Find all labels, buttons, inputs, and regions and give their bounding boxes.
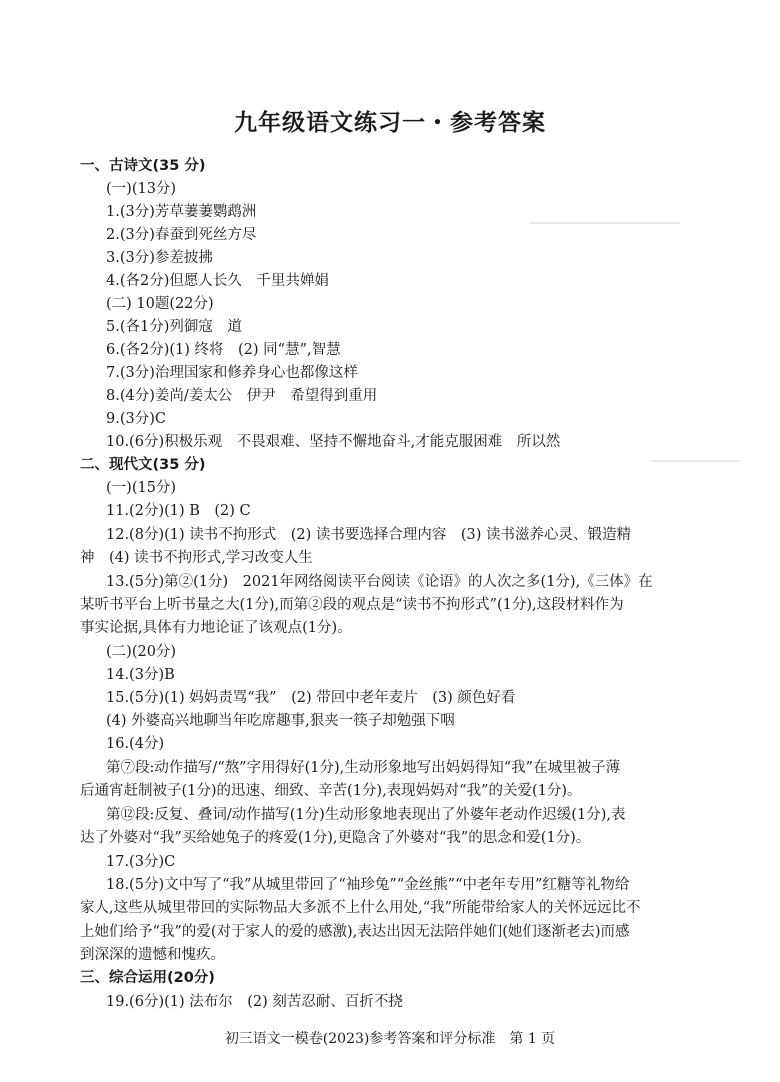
answer-line: 10.(6分)积极乐观 不畏艰难、坚持不懈地奋斗,才能克服困难 所以然 [106, 434, 561, 450]
answer-line: 12.(8分)(1) 读书不拘形式 (2) 读书要选择合理内容 (3) 读书滋养心灵、锻造精 [106, 527, 632, 543]
section-heading: 三、综合运用(20分) [80, 970, 215, 986]
answer-line: 18.(5分)文中写了“我”从城里带回了“袖珍兔”“金丝熊”“中老年专用”红糖等礼物给 [106, 877, 630, 893]
section-heading: 二、现代文(35 分) [80, 457, 206, 473]
subsection-heading: (一)(13分) [106, 181, 177, 197]
answer-line: 13.(5分)第②(1分) 2021年网络阅读平台阅读《论语》的人次之多(1分),《三体》在 [106, 574, 653, 590]
answer-line: 后通宵赶制被子(1分)的迅速、细致、辛苦(1分),表现妈妈对“我”的关爱(1分)。 [80, 783, 582, 799]
bleed-through-mark [530, 222, 680, 238]
answer-line: 第⑦段:动作描写/“熬”字用得好(1分),生动形象地写出妈妈得知“我”在城里被子薄 [106, 760, 621, 776]
page-title: 九年级语文练习一・参考答案 [234, 110, 546, 136]
answer-line: 家人,这些从城里带回的实际物品大多派不上什么用处,“我”所能带给家人的关怀远远比不 [80, 900, 641, 916]
answer-line: 达了外婆对“我”买给她兔子的疼爱(1分),更隐含了外婆对“我”的思念和爱(1分)。 [80, 830, 591, 846]
answer-line: 某听书平台上听书量之大(1分),而第②段的观点是“读书不拘形式”(1分),这段材料作为 [80, 597, 624, 613]
subsection-heading: (二) 10题(22分) [106, 296, 214, 312]
answer-line: 6.(各2分)(1) 终将 (2) 同“慧”,智慧 [106, 342, 341, 358]
answer-line: 1.(3分)芳草萋萋鹦鹉洲 [106, 204, 257, 220]
answer-line: 9.(3分)C [106, 411, 166, 427]
answer-line: 7.(3分)治理国家和修养身心也都像这样 [106, 365, 358, 381]
bleed-through-mark [650, 460, 740, 474]
answer-line: 4.(各2分)但愿人长久 千里共婵娟 [106, 273, 329, 289]
answer-line: 神 (4) 读书不拘形式,学习改变人生 [80, 550, 313, 566]
answer-line: (4) 外婆高兴地聊当年吃席趣事,狠夹一筷子却勉强下咽 [106, 713, 455, 729]
subsection-heading: (一)(15分) [106, 480, 177, 496]
page-footer: 初三语文一模卷(2023)参考答案和评分标准 第 1 页 [224, 1031, 556, 1047]
answer-line: 事实论据,具体有力地论证了该观点(1分)。 [80, 620, 352, 636]
answer-line: 5.(各1分)列御寇 道 [106, 319, 242, 335]
answer-line: 14.(3分)B [106, 667, 175, 683]
answer-line: 17.(3分)C [106, 854, 176, 870]
answer-line: 8.(4分)姜尚/姜太公 伊尹 希望得到重用 [106, 388, 378, 404]
answer-line: 上她们给予“我”的爱(对于家人的爱的感激),表达出因无法陪伴她们(她们逐渐老去)而感 [80, 924, 630, 940]
answer-line: 16.(4分) [106, 736, 165, 752]
answer-line: 15.(5分)(1) 妈妈责骂“我” (2) 带回中老年麦片 (3) 颜色好看 [106, 690, 516, 706]
answer-line: 3.(3分)参差披拂 [106, 250, 213, 266]
answer-line: 11.(2分)(1) B (2) C [106, 503, 251, 519]
answer-line: 第⑫段:反复、叠词/动作描写(1分)生动形象地表现出了外婆年老动作迟缓(1分),表 [106, 807, 626, 823]
answer-line: 19.(6分)(1) 法布尔 (2) 刻苦忍耐、百折不挠 [106, 994, 403, 1010]
section-heading: 一、古诗文(35 分) [80, 158, 206, 174]
answer-line: 到深深的遗憾和愧疚。 [80, 947, 225, 963]
answer-line: 2.(3分)春蚕到死丝方尽 [106, 227, 257, 243]
subsection-heading: (二)(20分) [106, 644, 177, 660]
